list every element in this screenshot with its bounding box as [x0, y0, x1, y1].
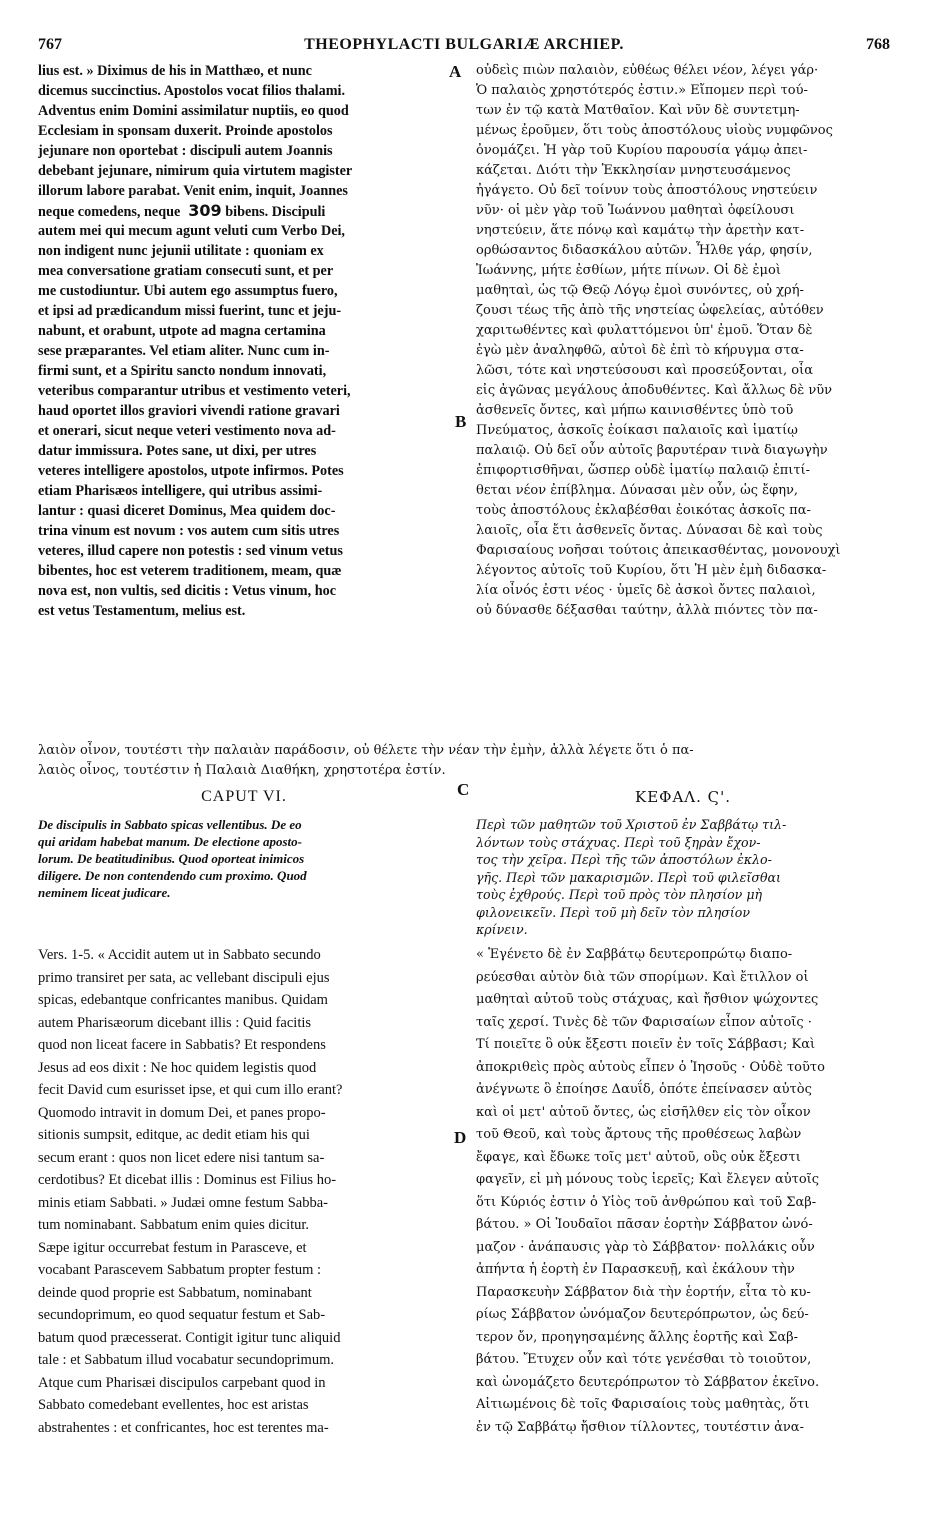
text-line: cerdotibus? Et dicebat illis : Dominus est Filius ho- — [38, 1172, 337, 1188]
text-line: οὐδεὶς πιὼν παλαιὸν, εὐθέως θέλει νέον, λέγει γάρ· — [476, 63, 819, 78]
text-line: sitionis sumpsit, editque, ac dedit etiam his qui — [38, 1127, 310, 1143]
text-line: et ipsi ad prædicandum missi fuerint, tunc et jeju- — [38, 303, 342, 319]
text-line: Sabbato comedebant evellentes, hoc est aristas — [38, 1397, 309, 1413]
text-line: trina vinum est novum : vos autem cum sitis utres — [38, 523, 340, 539]
summary-line: De discipulis in Sabbato spicas vellentibus. De eo — [38, 817, 302, 832]
text-line: ρεύεσθαι αὐτὸν διὰ τῶν σπορίμων. Καὶ ἔτιλλον οἱ — [476, 969, 809, 985]
text-line: mea conversatione gratiam consecuti sunt, et per — [38, 263, 334, 279]
text-line: κάζεται. Διότι τὴν Ἐκκλησίαν μνηστευσάμενος — [476, 163, 791, 178]
text-line: veteres, illud capere non potestis : sed vinum vetus — [38, 543, 343, 559]
chapter-heading-greek: ΚΕΦΑΛ. Ϛ'. — [634, 788, 732, 806]
text-line: Φαρισαίους νοῆσαι τούτοις ἀπεικασθέντας, μονονουχὶ — [476, 543, 841, 558]
text-line: Adventus enim Domini assimilatur nuptiis, eo quod — [38, 103, 349, 119]
text-line: εἰς ἀγῶνας μεγάλους ἀποδυθέντες. Καὶ ἄλλως δὲ νῦν — [476, 383, 833, 398]
text-line: illorum labore parabat. Venit enim, inquit, Joannes — [38, 183, 348, 199]
text-line: tum nominabant. Sabbatum enim quies dicitur. — [38, 1217, 310, 1233]
text-line: lantur : quasi diceret Dominus, Mea quidem doc- — [38, 503, 336, 519]
text-line: ἐπιφορτισθῆναι, ὥσπερ οὐδὲ ἱματίῳ παλαιῷ ἐπιτί- — [476, 463, 811, 478]
text-line: ζουσι τέως τῆς ἀπὸ τῆς νηστείας ὠφελείας, αὐτόθεν — [476, 303, 824, 318]
summary-line: lorum. De beatitudinibus. Quod oporteat inimicos — [38, 851, 305, 866]
text-line: nova est, non vultis, sed dicitis : Vetus vinum, hoc — [38, 583, 336, 599]
latin-column-top — [38, 61, 450, 621]
text-line: μένως ἐροῦμεν, ὅτι τοὺς ἀποστόλους υἱοὺς νυμφῶνος — [476, 123, 833, 138]
text-line: Ecclesiam in sponsam duxerit. Proinde apostolos — [38, 123, 333, 139]
text-line: batum quod præcesserat. Contigit igitur tunc aliquid — [38, 1329, 341, 1346]
text-line: etiam Pharisæos intelligere, qui utribus assimi- — [38, 483, 323, 499]
page-number-right: 768 — [866, 36, 890, 53]
text-line: est vetus Testamentum, melius est. — [38, 603, 246, 619]
text-line: λαιοῖς, οἷα ἔτι ἀσθενεῖς ὄντας. Δύνασαι δὲ καὶ τοὺς — [476, 523, 823, 538]
margin-marker-c: C — [457, 780, 470, 799]
text-line: autem mei qui mecum agunt veluti cum Verbo Dei, — [38, 223, 345, 239]
text-line: παλαιῷ. Οὐ δεῖ οὖν αὐτοῖς βαρυτέραν τινὰ διαγωγὴν — [476, 443, 828, 458]
text-line: καὶ οἱ μετ' αὐτοῦ ὄντες, ὡς εἰσῆλθεν εἰς τὸν οἶκον — [476, 1104, 811, 1120]
text-line: λαιὸν οἶνον, τουτέστι τὴν παλαιὰν παράδοσιν, οὐ θέλετε τὴν νέαν τὴν ἐμὴν, ἀλλὰ λέγετε ὅτι ὁ πα- — [38, 743, 694, 758]
text-line: minis etiam Sabbati. » Judæi omne festum Sabba- — [38, 1194, 328, 1211]
text-line: et onerari, sicut neque veteri vestimento nova ad- — [38, 423, 336, 439]
text-line: λία οἶνός ἐστι νέος · ὑμεῖς δὲ ἀσκοὶ ὄντες παλαιοὶ, — [476, 583, 816, 598]
text-line: νῦν· οἱ μὲν γὰρ τοῦ Ἰωάννου μαθηταὶ ὀφείλουσι — [476, 203, 795, 218]
text-line: ἀποκριθεὶς πρὸς αὐτοὺς εἶπεν ὁ Ἰησοῦς · Οὐδὲ τοῦτο — [476, 1059, 825, 1075]
text-line: dicemus succinctius. Apostolos vocat filios thalami. — [38, 83, 346, 99]
text-line: ἠγάγετο. Οὐ δεῖ τοίνυν τοὺς ἀποστόλους νηστεύειν — [476, 183, 818, 198]
text-line: ἐν τῷ Σαββάτῳ ἤσθιον τίλλοντες, τουτέστιν ἀνα- — [476, 1419, 804, 1435]
text-line: Ὁ παλαιὸς χρηστότερός ἐστιν.» Εἴπομεν περὶ τού- — [476, 83, 808, 98]
text-line-part: neque comedens, neque — [38, 204, 181, 220]
summary-line: τοὺς ἐχθρούς. Περὶ τοῦ πρὸς τὸν πλησίον μὴ — [476, 887, 763, 902]
text-line: χαριτωθέντες καὶ φυλαττόμενοι ὑπ' ἐμοῦ. Ὅταν δὲ — [476, 323, 813, 338]
text-line: των ἐν τῷ κατὰ Ματθαῖον. Καὶ νῦν δὲ συντετμη- — [476, 103, 800, 118]
text-line: ορθώσαντος διδασκάλου αὐτῶν. Ἦλθε γάρ, φησίν, — [476, 243, 813, 258]
margin-marker-b: B — [455, 412, 467, 431]
text-line: μαθηταὶ αὐτοῦ τοὺς στάχυας, καὶ ἤσθιον ψώχοντες — [476, 992, 819, 1007]
latin-column-body — [38, 944, 450, 1439]
text-line: ρίως Σάββατον ὠνόμαζον δευτερόπρωτον, ὡς δεύ- — [476, 1307, 809, 1322]
text-line: bibentes, hoc est veterem traditionem, meam, quæ — [38, 563, 342, 579]
text-line — [38, 201, 450, 221]
text-line: ὀνομάζει. Ἡ γὰρ τοῦ Κυρίου παρουσία γάμῳ ἀπει- — [476, 143, 808, 158]
text-line: ταῖς χερσί. Τινὲς δὲ τῶν Φαρισαίων εἶπον αὐτοῖς · — [476, 1014, 812, 1030]
text-line: secundoprimum, eo quod sequatur festum et Sab- — [38, 1307, 326, 1323]
text-line: φαγεῖν, εἰ μὴ μόνους τοὺς ἱερεῖς; Καὶ ἔλεγεν αὐτοῖς — [476, 1172, 820, 1187]
text-line: spicas, edebantque confricantes manibus. Quidam — [38, 992, 328, 1008]
text-line: λαιὸς οἶνος, τουτέστιν ἡ Παλαιὰ Διαθήκη, χρηστοτέρα ἐστίν. — [38, 763, 446, 778]
text-line: μαζον · ἀνάπαυσις γὰρ τὸ Σάββατον· πολλάκις οὖν — [476, 1239, 815, 1255]
text-line: haud oportet illos graviori vivendi ratione gravari — [38, 403, 340, 419]
text-line: secum erant : quos non licet edere nisi tantum sa- — [38, 1149, 325, 1166]
summary-line: γῆς. Περὶ τῶν μακαρισμῶν. Περὶ τοῦ φιλεῖσθαι — [476, 869, 781, 885]
text-line: primo transiret per sata, ac vellebant discipuli ejus — [38, 969, 330, 986]
summary-line: φιλονεικεῖν. Περὶ τοῦ μὴ δεῖν τὸν πλησίον — [476, 904, 751, 920]
text-line: Τί ποιεῖτε ὃ οὐκ ἔξεστι ποιεῖν ἐν τοῖς Σάββασι; Καὶ — [476, 1037, 816, 1052]
page-number-left: 767 — [38, 36, 62, 53]
text-line: Sæpe igitur occurrebat festum in Parasceve, et — [38, 1239, 307, 1256]
summary-line: Περὶ τῶν μαθητῶν τοῦ Χριστοῦ ἐν Σαββάτῳ τιλ- — [476, 817, 787, 832]
margin-marker-a: A — [449, 62, 462, 81]
summary-line: qui aridam habebat manum. De electione aposto- — [38, 834, 302, 849]
text-line: fecit David cum esurisset ipse, et qui cum illo erant? — [38, 1082, 343, 1098]
text-line: ἀνέγνωτε ὃ ἐποίησε Δαυΐδ, ὁπότε ἐπείνασεν αὐτὸς — [476, 1082, 812, 1097]
text-line: τοὺς ἀποστόλους ἐκλαβέσθαι ἐοικότας ἀσκοῖς πα- — [476, 503, 811, 518]
text-line: quod non liceat facere in Sabbatis? Et respondens — [38, 1037, 326, 1053]
text-line: λέγοντος αὐτοῖς τοῦ Κυρίου, ὅτι Ἡ μὲν ἐμὴ διδασκα- — [476, 563, 827, 578]
summary-line: τος τὴν χεῖρα. Περὶ τῆς τῶν ἀποστόλων ἐκλο- — [476, 852, 772, 867]
running-header — [38, 36, 890, 58]
text-line: ἐγὼ μὲν ἀναληφθῶ, αὐτοὶ δὲ ἐπὶ τὸ κήρυγμα στα- — [476, 343, 804, 358]
greek-column-body — [476, 944, 890, 1439]
summary-line: diligere. De non contendendo cum proximo. Quod — [38, 868, 307, 883]
text-line: « Ἐγένετο δὲ ἐν Σαββάτῳ δευτεροπρώτῳ διαπο- — [476, 947, 793, 962]
chapter-heading-latin: CAPUT VI. — [201, 788, 287, 805]
text-line: me custodiuntur. Ubi autem ego assumptus fuero, — [38, 283, 338, 299]
summary-line: κρίνειν. — [476, 922, 528, 937]
text-line: Quomodo intravit in domum Dei, et panes propo- — [38, 1104, 326, 1121]
text-line-part: bibens. Discipuli — [221, 204, 326, 220]
text-line: ἀπήντα ἡ ἑορτὴ ἐν Παρασκευῇ, καὶ ἐκάλουν τὴν — [476, 1262, 795, 1277]
text-line: Atque cum Pharisæi discipulos carpebant quod in — [38, 1374, 326, 1391]
text-line: Αἰτιωμένοις δὲ τοῖς Φαρισαίοις τοὺς μαθητὰς, ὅτι — [476, 1397, 810, 1412]
text-line: vocabant Parascevem Sabbatum propter festum : — [38, 1262, 322, 1278]
text-line: θεται νέον ἐπίβλημα. Δύνασαι μὲν οὖν, ὡς ἔφην, — [476, 483, 799, 498]
text-line: Jesus ad eos dixit : Ne hoc quidem legistis quod — [38, 1059, 317, 1076]
text-line: datur immissura. Potes sane, ut dixi, per utres — [38, 443, 317, 459]
text-line: non indigent nunc jejunii utilitate : quoniam ex — [38, 243, 324, 259]
text-line: lius est. » Diximus de his in Matthæo, et nunc — [38, 63, 312, 79]
text-line: οὐ δύνασθε δέξασθαι ταύτην, ἀλλὰ πιόντες τὸν πα- — [476, 603, 818, 618]
text-line: Vers. 1-5. « Accidit autem ut in Sabbato secundo — [38, 947, 321, 963]
text-line: debebant jejunare, nimirum quia virtutem magister — [38, 163, 353, 179]
text-line: veteribus comparantur utribus et vestimento veteri, — [38, 383, 351, 399]
chapter-summary-latin — [38, 816, 450, 901]
text-line: veteres intelligere apostolos, utpote infirmos. Potes — [38, 463, 344, 479]
text-line: nabunt, et orabunt, utpote ad magna certamina — [38, 323, 326, 339]
text-line: ἔφαγε, καὶ ἔδωκε τοῖς μετ' αὐτοῦ, οὓς οὐκ ἔξεστι — [476, 1149, 801, 1165]
summary-line: λόντων τοὺς στάχυας. Περὶ τοῦ ξηρὰν ἔχον- — [476, 834, 761, 850]
text-line: deinde quod proprie est Sabbatum, nominabant — [38, 1284, 312, 1301]
greek-column-top — [476, 61, 890, 621]
text-line: tale : et Sabbatum illud vocabatur secundoprimum. — [38, 1352, 334, 1368]
text-line: νηστεύειν, ἅτε πόνῳ καὶ καμάτῳ τὴν ἀρετὴν κατ- — [476, 223, 805, 238]
text-line: jejunare non oportebat : discipuli autem Joannis — [38, 143, 333, 159]
text-line: abstrahentes : et confricantes, hoc est terentes ma- — [38, 1419, 329, 1436]
text-line: Πνεύματος, ἀσκοῖς ἐοίκασι παλαιοῖς καὶ ἱματίῳ — [476, 423, 798, 438]
text-line: Παρασκευὴν Σάββατον διὰ τὴν ἑορτήν, εἶτα τὸ κυ- — [476, 1284, 811, 1300]
text-line: ἀσθενεῖς ὄντες, καὶ μήπω καινισθέντες ὑπὸ τοῦ — [476, 403, 794, 418]
column-number-309: 309 — [188, 201, 222, 220]
summary-line: neminem liceat judicare. — [38, 885, 171, 900]
text-line: ὅτι Κύριός ἐστιν ὁ Υἱὸς τοῦ ἀνθρώπου καὶ τοῦ Σαβ- — [476, 1194, 817, 1210]
text-line: sese præparantes. Vel etiam aliter. Nunc cum in- — [38, 343, 330, 359]
text-line: βάτου. » Οἱ Ἰουδαῖοι πᾶσαν ἑορτὴν Σάββατον ὠνό- — [476, 1217, 813, 1232]
text-line: autem Pharisæorum dicebant illis : Quid facitis — [38, 1014, 312, 1031]
text-line: firmi sunt, et a Spiritu sancto nondum innovati, — [38, 363, 327, 379]
text-line: βάτου. Ἔτυχεν οὖν καὶ τότε γενέσθαι τὸ τοιοῦτον, — [476, 1352, 812, 1367]
text-line: μαθηταὶ, ὡς τῷ Θεῷ Λόγῳ ἐμοὶ συνόντες, οὐ χρή- — [476, 283, 804, 298]
chapter-summary-greek — [476, 816, 890, 939]
text-line: καὶ ὠνομάζετο δευτερόπρωτον τὸ Σάββατον ἐκεῖνο. — [476, 1374, 820, 1390]
text-line: τερον ὄν, προηγησαμένης ἄλλης ἑορτῆς καὶ Σαβ- — [476, 1329, 799, 1345]
text-line: τοῦ Θεοῦ, καὶ τοὺς ἄρτους τῆς προθέσεως λαβὼν — [476, 1127, 802, 1142]
text-line: Ἰωάννης, μήτε ἐσθίων, μήτε πίνων. Οἱ δὲ ἐμοὶ — [476, 263, 781, 278]
running-title: THEOPHYLACTI BULGARIÆ ARCHIEP. — [304, 36, 624, 53]
greek-full-width-lines — [38, 741, 890, 781]
text-line: λῶσι, τότε καὶ νηστεύσουσι καὶ προσεύξονται, οἷα — [476, 363, 813, 378]
margin-marker-d: D — [454, 1128, 467, 1147]
